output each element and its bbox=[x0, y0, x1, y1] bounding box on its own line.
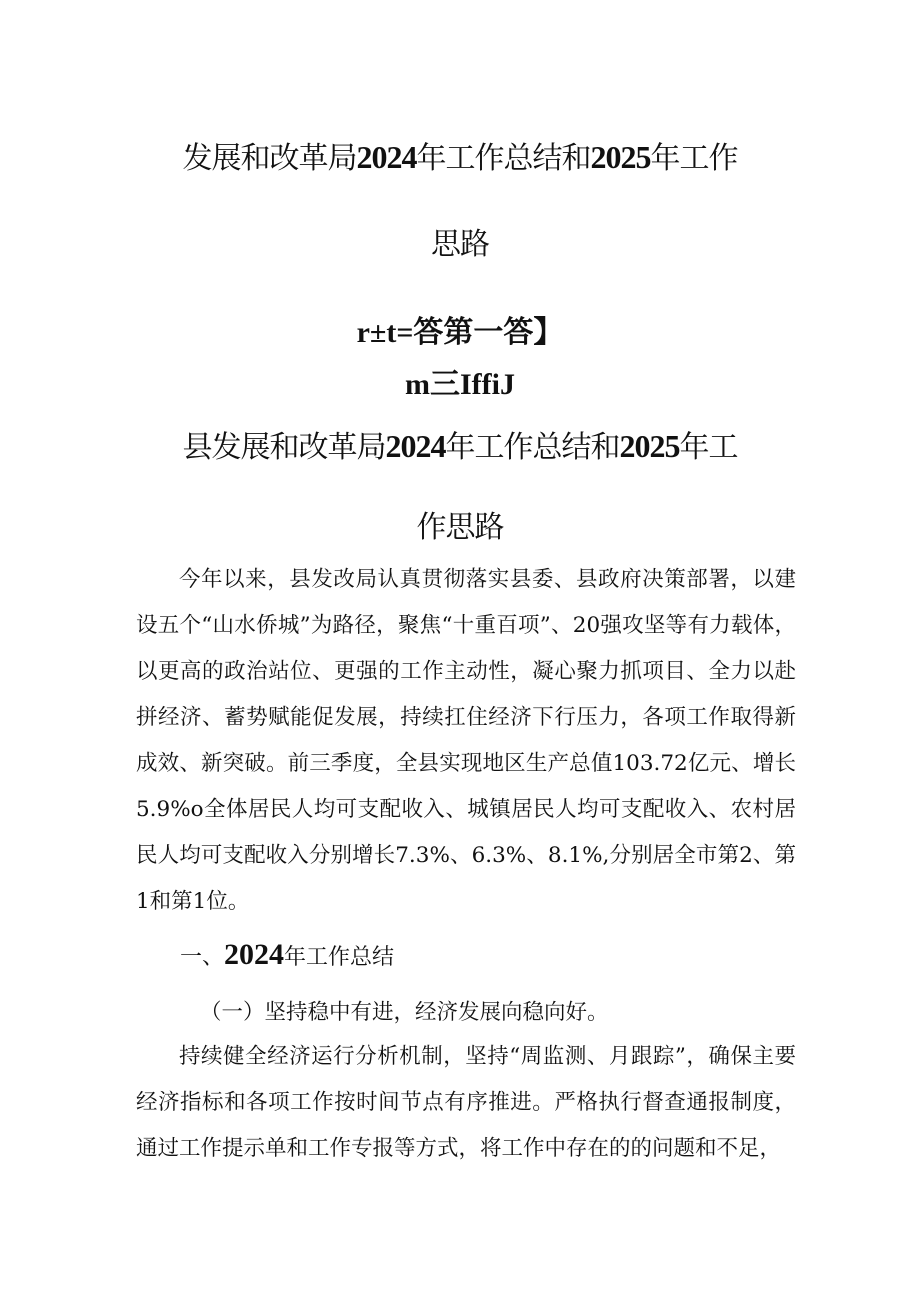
section-heading-1 bbox=[180, 938, 394, 972]
subtitle-text: 县发展和改革局 bbox=[182, 430, 386, 465]
subtitle-year-2024: 2024 bbox=[385, 428, 446, 464]
subtitle-text: 年工 bbox=[679, 430, 738, 465]
body-paragraph-2: 持续健全经济运行分析机制，坚持“周监测、月跟踪”，确保主要经济指标和各项工作按时间节点有序推进。严格执行督查通报制度，通过工作提示单和工作专报等方式，将工作中存在的的问题和不足， bbox=[136, 1044, 796, 1161]
subsection-heading-1: （一）坚持稳中有进，经济发展向稳向好。 bbox=[200, 1000, 609, 1025]
document-title-line-1 bbox=[0, 133, 920, 177]
section-prefix: 一、 bbox=[180, 945, 225, 970]
section-year: 2024 bbox=[224, 938, 285, 971]
title-text: 年工作 bbox=[650, 141, 738, 176]
garbled-text-line-1: r±t=答第一答】 bbox=[356, 316, 564, 349]
title-year-2025: 2025 bbox=[590, 139, 651, 175]
title-text: 年工作总结和 bbox=[416, 141, 591, 176]
subtitle-text: 年工作总结和 bbox=[445, 430, 620, 465]
section-suffix: 年工作总结 bbox=[284, 945, 395, 970]
subtitle-line-1 bbox=[0, 422, 920, 466]
title-year-2024: 2024 bbox=[356, 139, 417, 175]
title-text: 发展和改革局 bbox=[182, 141, 357, 176]
garbled-text-line-2: m三IffiJ bbox=[405, 368, 515, 401]
document-title-line-2: 思路 bbox=[431, 227, 489, 262]
intro-paragraph: 今年以来，县发改局认真贯彻落实县委、县政府决策部署，以建设五个“山水侨城”为路径，聚焦“十重百项”、20强攻坚等有力载体，以更高的政治站位、更强的工作主动性，凝心聚力抓项目、全力以赴拼经济、蓄势赋能促发展，持续扛住经济下行压力，各项工作取得新成效、新突破。前三季度，全县实现地区生产总值103.72亿元、增长5.9%o全体居民人均可支配收入、城镇居民人均可支配收入、农村居民人均可支配收入分别增长7.3%、6.3%、8.1%,分别居全市第2、第1和第1位。 bbox=[136, 567, 796, 914]
subtitle-year-2025: 2025 bbox=[619, 428, 680, 464]
subtitle-line-2: 作思路 bbox=[416, 510, 504, 545]
